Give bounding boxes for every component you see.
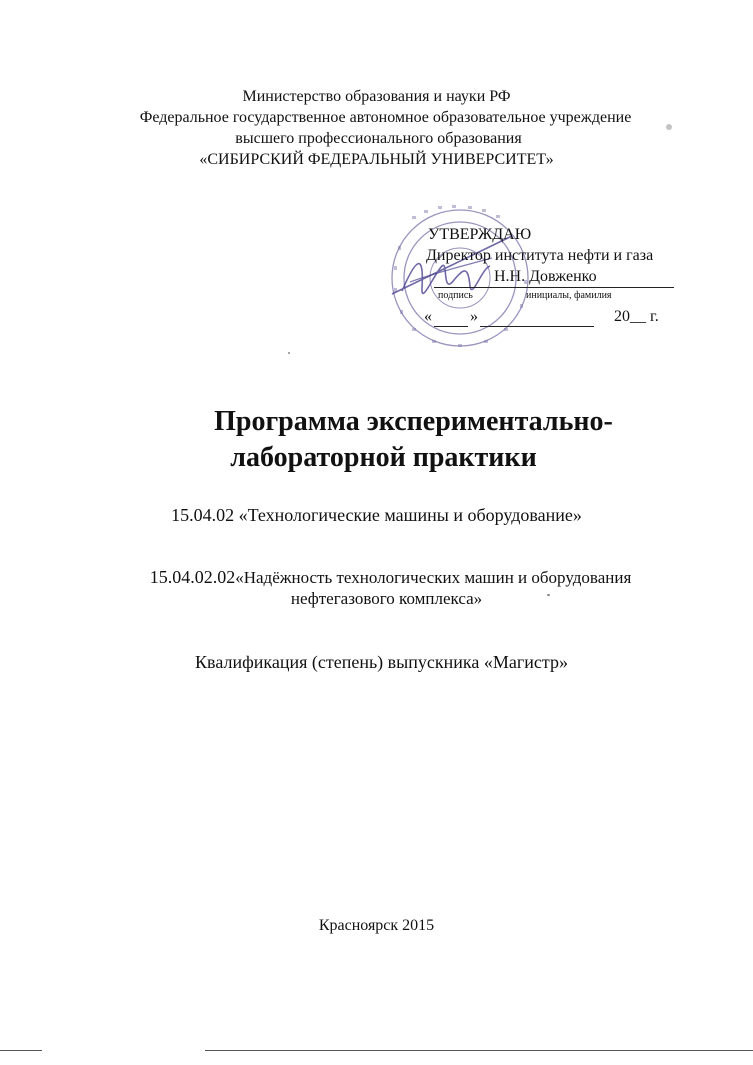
profile-code: 15.04.02.02 <box>149 567 236 587</box>
date-month-blank <box>480 326 594 327</box>
approver-role: Директор института нефти и газа <box>426 247 654 264</box>
date-open-quote: « <box>424 308 432 325</box>
approval-title: УТВЕРЖДАЮ <box>428 226 532 243</box>
initials-caption: инициалы, фамилия <box>526 290 612 301</box>
ministry-line: Министерство образования и науки РФ <box>242 88 511 105</box>
education-level-line: высшего профессионального образования <box>235 130 522 147</box>
title-line-1: Программа экспериментально- <box>214 406 613 437</box>
date-close-quote: » <box>470 308 478 325</box>
institution-type-line: Федеральное государственное автономное образовательное учреждение <box>139 109 632 126</box>
scan-edge-line-left <box>0 1050 42 1051</box>
approver-name: Н.Н. Довженко <box>494 268 597 285</box>
signature-caption: подпись <box>438 290 473 301</box>
profile-block <box>0 567 753 609</box>
scan-speck <box>288 352 290 354</box>
date-year: 20__ г. <box>614 308 659 325</box>
scan-edge-line-right <box>205 1050 753 1051</box>
qualification: Квалификация (степень) выпускника «Магистр» <box>195 652 568 672</box>
program-code: 15.04.02 «Технологические машины и оборудование» <box>171 505 582 525</box>
scan-speck <box>547 594 550 596</box>
institution-header <box>0 86 753 170</box>
date-day-blank <box>434 326 468 327</box>
city-year: Красноярск 2015 <box>318 917 435 934</box>
profile-line-2: нефтегазового комплекса» <box>290 589 483 608</box>
university-name: «СИБИРСКИЙ ФЕДЕРАЛЬНЫЙ УНИВЕРСИТЕТ» <box>199 151 554 168</box>
scan-speck <box>666 124 672 130</box>
profile-line-1: «Надёжность технологических машин и оборудования <box>235 568 632 587</box>
title-line-2: лабораторной практики <box>230 442 537 473</box>
document-title <box>0 404 753 476</box>
signature-line <box>434 287 674 288</box>
